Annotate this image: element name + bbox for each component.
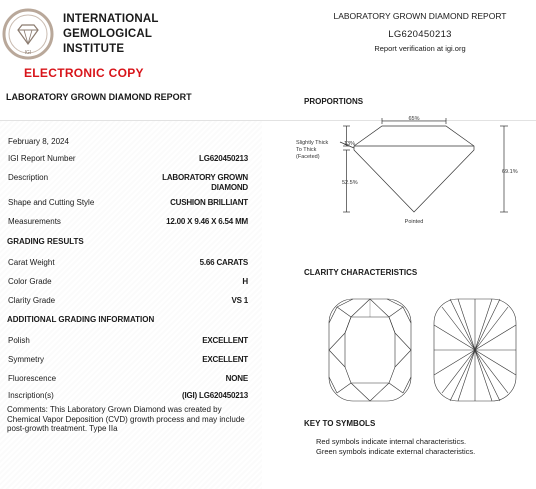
value: NONE [225,374,248,383]
electronic-copy-label: ELECTRONIC COPY [24,66,144,80]
value [162,173,248,193]
cushion-crown-plot [325,295,415,405]
verification-link[interactable]: Report verification at igi.org [374,44,466,53]
depth-percent: 69.1% [502,169,518,175]
proportions-heading: PROPORTIONS [304,97,364,106]
institute-name-line: INSTITUTE [63,43,125,55]
label: Clarity Grade [8,296,56,305]
igi-logo [2,8,54,60]
report-date: February 8, 2024 [8,137,69,146]
girdle-line: To Thick [296,147,317,153]
girdle-line: Slightly Thick [296,140,329,146]
label: Inscription(s) [8,391,54,400]
left-report-title: LABORATORY GROWN DIAMOND REPORT [6,92,192,102]
value: CUSHION BRILLIANT [170,198,248,207]
key-to-symbols-heading: KEY TO SYMBOLS [304,419,376,428]
label: Carat Weight [8,258,55,267]
label: Fluorescence [8,374,57,383]
label: Description [8,173,49,182]
svg-text:IGI: IGI [24,50,32,56]
label: Polish [8,336,30,345]
institute-name [63,12,159,57]
cushion-pavilion-plot [430,295,520,405]
additional-grading-heading: ADDITIONAL GRADING INFORMATION [7,315,155,324]
institute-name-line: GEMOLOGICAL [63,28,153,40]
value: EXCELLENT [202,355,248,364]
key-line-green: Green symbols indicate external characteristics. [316,447,476,456]
report-number-header: LG620450213 [388,29,452,40]
diamond-profile [354,126,474,212]
comments: Comments: This Laboratory Grown Diamond was created by Chemical Vapor Deposition (CVD) growth process and may include post-growth treatment. Type IIa [7,405,245,433]
label: IGI Report Number [8,154,76,163]
proportions-diagram [290,115,530,230]
institute-name-line: INTERNATIONAL [63,13,159,25]
pavilion-percent: 52.5% [342,180,358,186]
report-title: LABORATORY GROWN DIAMOND REPORT [333,11,507,21]
value: EXCELLENT [202,336,248,345]
label: Symmetry [8,355,44,364]
value: VS 1 [231,296,248,305]
value: 5.66 CARATS [199,258,248,267]
culet-label: Pointed [404,219,424,225]
key-line-red: Red symbols indicate internal characteristics. [316,437,467,446]
value-line: DIAMOND [211,183,248,192]
girdle-line: (Faceted) [296,154,320,160]
label: Color Grade [8,277,52,286]
value: (IGI) LG620450213 [182,391,248,400]
value: LG620450213 [199,154,248,163]
crown-percent: 13% [344,141,356,147]
table-percent: 65% [408,116,420,122]
label: Measurements [8,217,61,226]
grading-results-heading: GRADING RESULTS [7,237,84,246]
label: Shape and Cutting Style [8,198,95,207]
value: 12.00 X 9.46 X 6.54 MM [166,217,248,226]
value-line: LABORATORY GROWN [162,173,248,182]
clarity-heading: CLARITY CHARACTERISTICS [304,268,418,277]
value: H [242,277,248,286]
